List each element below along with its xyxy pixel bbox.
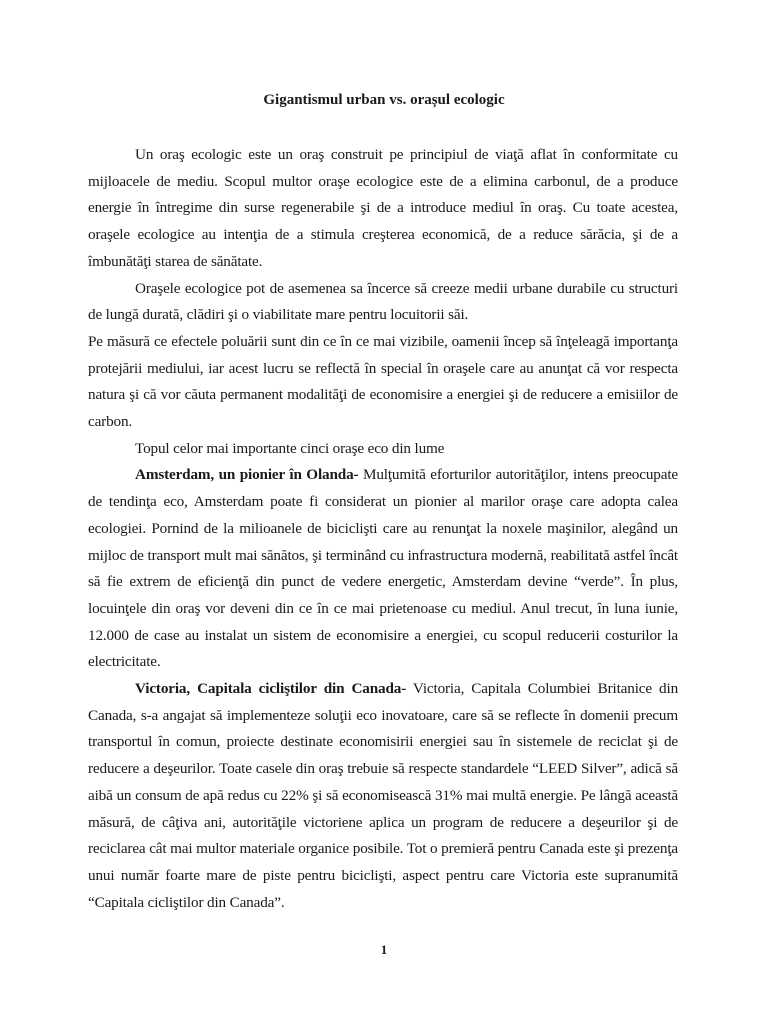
paragraph-victoria bbox=[88, 676, 678, 916]
document-body bbox=[88, 142, 678, 916]
heading-victoria: Victoria, Capitala cicliştilor din Canada- bbox=[135, 680, 407, 698]
paragraph-amsterdam bbox=[88, 462, 678, 676]
paragraph-pollution: Pe măsură ce efectele poluării sunt din ce în ce mai vizibile, oamenii încep să înţeleagă importanţa protejării mediului, iar acest lucru se reflectă în special în oraşele care au anunţat că vor respecta natura şi că vor căuta permanent modalităţi de economisire a energiei şi de reducere a emisiilor de carbon. bbox=[88, 332, 678, 431]
page-number: 1 bbox=[380, 942, 388, 957]
heading-amsterdam: Amsterdam, un pionier în Olanda- bbox=[135, 466, 359, 484]
text-victoria: Victoria, Capitala Columbiei Britanice din Canada, s-a angajat să implementeze soluţii eco inovatoare, care să se reflecte în domenii precum transportul în comun, proiecte destinate economisirii energiei sau în sistemele de reciclat şi de reducere a deşeurilor. Toate casele din oraş trebuie să respecte standardele “LEED Silver”, adică să aibă un consum de apă redus cu 22% şi să economisească 31% mai multă energie. Pe lângă această măsură, de câţiva ani, autorităţile victoriene aplica un program de reducere a deşeurilor şi de reciclarea cât mai multor materiale organice posibile. Tot o premieră pentru Canada este şi prezenţa unui număr foarte mare de piste pentru biciclişti, aspect pentru care Victoria este supranumită “Capitala cicliştilor din Canada”. bbox=[88, 680, 679, 911]
paragraph-durable-cities: Oraşele ecologice pot de asemenea sa încerce să creeze medii urbane durabile cu structuri de lungă durată, clădiri şi o viabilitate mare pentru locuitorii săi. bbox=[88, 279, 678, 324]
document-title: Gigantismul urban vs. orașul ecologic bbox=[263, 92, 505, 108]
paragraph-top-five: Topul celor mai importante cinci oraşe eco din lume bbox=[135, 439, 445, 457]
paragraph-intro: Un oraş ecologic este un oraş construit pe principiul de viaţă aflat în conformitate cu mijloacele de mediu. Scopul multor oraşe ecologice este de a elimina carbonul, de a produce energie în întregime din surse regenerabile şi de a introduce mediul în oraş. Cu toate acestea, oraşele ecologice au intenţia de a stimula creşterea economică, de a reduce sărăcia, şi de a îmbunătăţi starea de sănătate. bbox=[88, 146, 678, 270]
text-amsterdam: Mulţumită eforturilor autorităţilor, intens preocupate de tendinţa eco, Amsterdam poate fi considerat un pionier al marilor oraşe care adopta calea ecologiei. Pornind de la milioanele de biciclişti care au renunţat la noxele maşinilor, alegând un mijloc de transport mult mai sănătos, şi terminând cu infrastructura modernă, reabilitată astfel încât să fie extrem de eficienţă din punct de vedere energetic, Amsterdam devine “verde”. În plus, locuinţele din oraş vor deveni din ce în ce mai prietenoase cu mediul. Anul trecut, în luna iunie, 12.000 de case au instalat un sistem de economisire a energiei, cu scopul reducerii costurilor la electricitate. bbox=[88, 466, 678, 671]
